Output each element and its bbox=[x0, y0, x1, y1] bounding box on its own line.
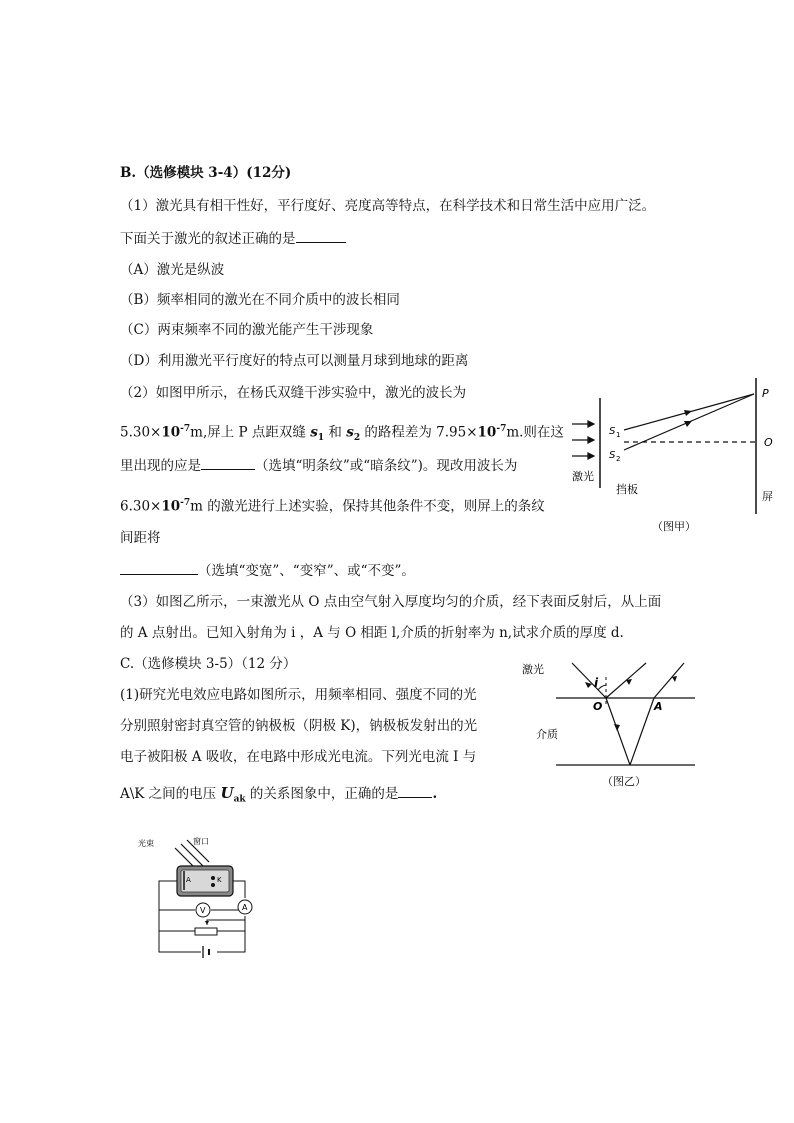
refracted-arrow bbox=[614, 724, 620, 731]
label-laser: 激光 bbox=[572, 470, 594, 483]
reflected-ray-o bbox=[606, 663, 646, 698]
laser-arrows bbox=[572, 421, 594, 459]
refracted-ray bbox=[606, 698, 630, 765]
q2-l2-d: m.则在这 bbox=[506, 424, 564, 441]
label-o-yi: O bbox=[593, 700, 603, 713]
q2-line3 bbox=[120, 455, 517, 476]
q2-l2-a: 5.30× bbox=[120, 424, 162, 441]
cathode-dot-1 bbox=[211, 876, 215, 880]
pow10-a: 10 bbox=[161, 424, 181, 441]
exp-c: -7 bbox=[180, 498, 191, 508]
caption-yi: （图乙） bbox=[602, 775, 646, 788]
q2-line4 bbox=[120, 493, 545, 517]
option-c: （C）两束频率不同的激光能产生干涉现象 bbox=[120, 322, 374, 338]
rheostat-slider bbox=[205, 921, 209, 925]
label-p: P bbox=[762, 387, 769, 400]
label-voltmeter: V bbox=[200, 906, 206, 915]
label-anode: A bbox=[186, 876, 191, 884]
label-s1: S bbox=[609, 426, 616, 437]
section-c-heading: C.（选修模块 3-5）（12 分） bbox=[120, 656, 297, 672]
c-q1-line4 bbox=[120, 783, 437, 810]
q2-l3-a: 里出现的应是 bbox=[120, 458, 201, 474]
c-q1-l4-a: A\K 之间的电压 bbox=[120, 786, 221, 802]
q3-line1: （3）如图乙所示，一束激光从 O 点由空气射入厚度均匀的介质，经下表面反射后，从上面 bbox=[120, 594, 662, 610]
label-cathode: K bbox=[217, 876, 222, 884]
label-screen: 屏 bbox=[762, 490, 773, 503]
s2-sub: 2 bbox=[353, 433, 361, 444]
exp-a: -7 bbox=[180, 424, 191, 434]
c-q1-line1: (1)研究光电效应电路如图所示，用频率相同、强度不同的光 bbox=[120, 687, 477, 703]
u-symbol: U bbox=[220, 784, 234, 802]
answer-blank-1[interactable] bbox=[296, 228, 346, 243]
emerging-arrow bbox=[672, 676, 677, 682]
q2-l2-c: 的路程差为 7.95× bbox=[360, 424, 478, 441]
pow10-c: 10 bbox=[161, 498, 181, 515]
label-beam: 光束 bbox=[138, 839, 154, 848]
answer-blank-4[interactable] bbox=[398, 783, 432, 798]
q2-line2 bbox=[120, 419, 564, 448]
q2-l4-b: m 的激光进行上述实验，保持其他条件不变，则屏上的条纹 bbox=[190, 498, 545, 515]
q3-line2: 的 A 点射出。已知入射角为 i ，A 与 O 相距 l,介质的折射率为 n,试求介质的厚度 d. bbox=[120, 625, 624, 641]
reflected-arrow-o bbox=[626, 679, 632, 685]
ray-s1-arrow bbox=[684, 410, 692, 416]
c-q1-line3: 电子被阳极 A 吸收，在电路中形成光电流。下列光电流 I 与 bbox=[120, 749, 477, 765]
q2-line1: （2）如图甲所示，在杨氏双缝干涉实验中，激光的波长为 bbox=[120, 385, 467, 401]
label-a-yi: A bbox=[654, 700, 663, 713]
q2-l2-b: m,屏上 P 点距双缝 bbox=[190, 424, 311, 441]
label-laser-yi: 激光 bbox=[522, 663, 544, 676]
caption-jia: （图甲） bbox=[652, 520, 696, 533]
q2-l3-b: （选填“明条纹”或“暗条纹”)。现改用波长为 bbox=[255, 458, 518, 474]
q2-l4-a: 6.30× bbox=[120, 498, 162, 515]
label-i: i bbox=[594, 676, 599, 690]
q2-l6-text: （选填“变宽”、“变窄”、或“不变”。 bbox=[198, 563, 415, 579]
label-s1-sub: 1 bbox=[616, 431, 621, 439]
c-q1-line2: 分别照射密封真空管的钠极板（阴极 K)，钠极板发射出的光 bbox=[120, 718, 478, 734]
q1-line1: （1）激光具有相干性好，平行度好、亮度高等特点，在科学技术和日常生活中应用广泛。 bbox=[120, 198, 656, 214]
q2-line5: 间距将 bbox=[120, 530, 161, 546]
u-sub: ak bbox=[233, 794, 246, 805]
exp-b: -7 bbox=[496, 424, 507, 434]
s1-symbol: s bbox=[310, 424, 318, 441]
figure-photoelectric bbox=[135, 830, 275, 975]
section-b-heading: B.（选修模块 3-4）(12分) bbox=[120, 165, 292, 181]
bottom-reflected-ray bbox=[630, 698, 654, 765]
q1-line2-text: 下面关于激光的叙述正确的是 bbox=[120, 231, 296, 247]
angle-arc bbox=[598, 685, 606, 690]
rheostat bbox=[195, 928, 217, 935]
answer-blank-3[interactable] bbox=[120, 560, 198, 575]
label-baffle: 挡板 bbox=[616, 483, 638, 496]
q2-and: 和 bbox=[324, 424, 347, 441]
figure-jia bbox=[560, 370, 780, 540]
label-o: O bbox=[764, 436, 773, 449]
incident-ray bbox=[572, 663, 606, 698]
s2-symbol: s bbox=[346, 424, 354, 441]
label-medium: 介质 bbox=[536, 728, 558, 741]
c-q1-l4-b: 的关系图象中，正确的是 bbox=[245, 786, 399, 802]
option-d: （D）利用激光平行度好的特点可以测量月球到地球的距离 bbox=[120, 353, 469, 369]
option-a: （A）激光是纵波 bbox=[120, 262, 225, 278]
answer-blank-2[interactable] bbox=[201, 455, 255, 470]
cathode-dot-2 bbox=[211, 883, 215, 887]
option-b: （B）频率相同的激光在不同介质中的波长相同 bbox=[120, 292, 400, 308]
c-q1-l4-end: . bbox=[432, 786, 438, 802]
s1-sub: 1 bbox=[317, 433, 325, 444]
label-window: 窗口 bbox=[193, 837, 209, 846]
label-s2-sub: 2 bbox=[616, 455, 621, 463]
q2-line6 bbox=[120, 560, 415, 581]
q1-line2 bbox=[120, 228, 346, 249]
label-s2: S bbox=[609, 450, 616, 461]
pow10-b: 10 bbox=[477, 424, 497, 441]
figure-yi bbox=[520, 655, 700, 795]
emerging-ray bbox=[654, 663, 684, 698]
label-ammeter: A bbox=[242, 903, 248, 912]
